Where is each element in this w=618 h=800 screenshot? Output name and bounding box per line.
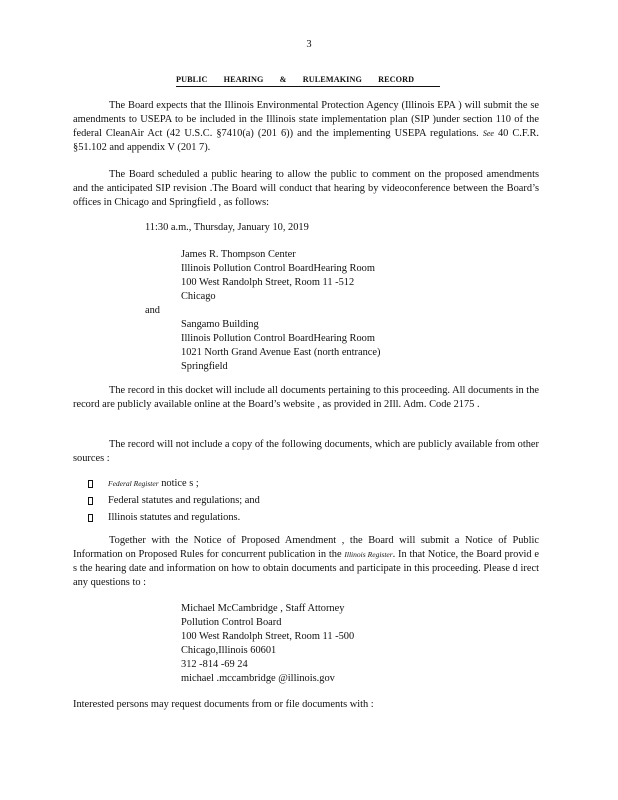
contact-email: michael .mccambridge @illinois.gov <box>181 673 335 684</box>
location-line: Illinois Pollution Control BoardHearing Room <box>181 333 375 344</box>
list-item: Federal statutes and regulations; and <box>88 494 260 511</box>
location-line: 100 West Randolph Street, Room 11 -512 <box>181 277 355 288</box>
and-connector: and <box>145 305 161 316</box>
illinois-register-title: Illinois Register <box>344 550 393 559</box>
paragraph-excluded-documents: The record will not include a copy of the following documents, which are publicly available from other sources : <box>73 439 539 464</box>
see-citation-signal: See <box>482 129 494 138</box>
location-line: Chicago <box>181 291 216 302</box>
bullet-box-icon <box>88 514 93 522</box>
list-item: Illinois statutes and regulations. <box>88 511 260 528</box>
hearing-location-chicago <box>181 248 375 304</box>
contact-line: 100 West Randolph Street, Room 11 -500 <box>181 631 355 642</box>
location-line: Springfield <box>181 361 228 372</box>
bullet-box-icon <box>88 480 93 488</box>
staff-contact-block <box>181 602 354 686</box>
paragraph-notice-publication: Together with the Notice of Proposed Amendment , the Board will submit a Notice of Public Information on Proposed Rules for concurrent publication in the Illinois Register. In that Notice, the Board provid e s the hearing date and information on how to obtain documents and participate in this proceeding. Please d irect any questions to : <box>73 535 539 588</box>
contact-line: Pollution Control Board <box>181 617 282 628</box>
page-number: 3 <box>306 39 312 50</box>
list-item: Federal Register notice s ; <box>88 477 260 494</box>
hearing-time: 11:30 a.m., Thursday, January 10, 2019 <box>145 222 309 233</box>
contact-line: Michael McCambridge , Staff Attorney <box>181 603 345 614</box>
location-line: James R. Thompson Center <box>181 249 296 260</box>
hearing-location-springfield <box>181 318 380 374</box>
paragraph-docket-record: The record in this docket will include all documents pertaining to this proceeding. All documents in the record are publicly available online at the Board’s website , as provided in 2Ill. Adm. Code 2175 . <box>73 385 539 410</box>
contact-line: Chicago,Illinois 60601 <box>181 645 277 656</box>
paragraph-interested-persons: Interested persons may request documents from or file documents with : <box>73 699 374 710</box>
location-line: Sangamo Building <box>181 319 259 330</box>
bullet-box-icon <box>88 497 93 505</box>
location-line: 1021 North Grand Avenue East (north entrance) <box>181 347 381 358</box>
excluded-documents-list <box>88 477 260 528</box>
section-heading: PUBLIC HEARING & RULEMAKING RECORD <box>176 74 440 87</box>
paragraph-hearing-schedule: The Board scheduled a public hearing to allow the public to comment on the proposed amendments and the anticipated SIP revision .The Board will conduct that hearing by videoconference between the Board’s offices in Chicago and Springfield , as follows: <box>73 169 539 208</box>
contact-line: 312 -814 -69 24 <box>181 659 248 670</box>
paragraph-sip-submission: The Board expects that the Illinois Environmental Protection Agency (Illinois EPA ) will submit the se amendments to USEPA to be included in the Illinois state implementation plan (SIP )under section 110 of the federal CleanAir Act (42 U.S.C. §7410(a) (201 6)) and the implementing USEPA regulations. See 40 C.F.R. §51.102 and appendix V (201 7). <box>73 100 539 153</box>
location-line: Illinois Pollution Control BoardHearing Room <box>181 263 375 274</box>
